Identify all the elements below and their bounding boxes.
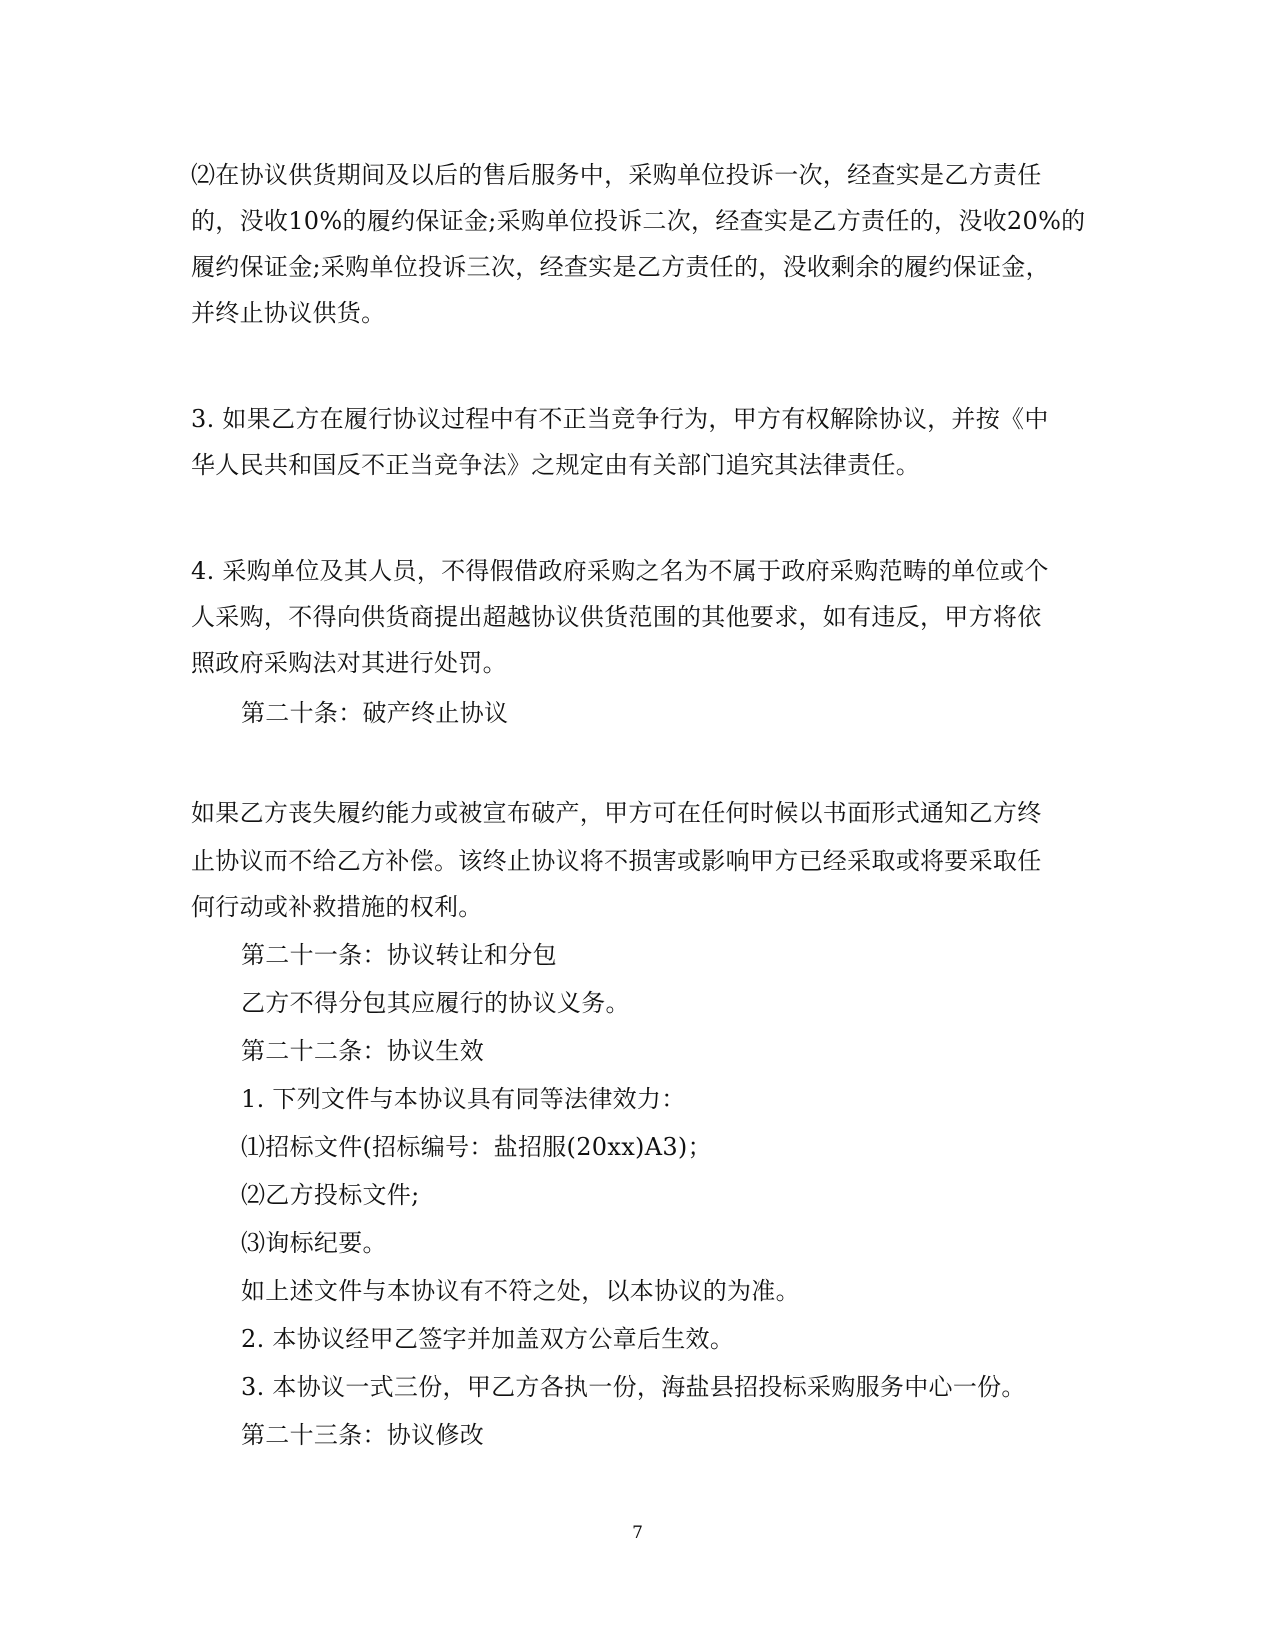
text-line: 照政府采购法对其进行处罚。 (191, 649, 507, 677)
text-line: 华人民共和国反不正当竞争法》之规定由有关部门追究其法律责任。 (191, 451, 920, 479)
text-line: ⑵在协议供货期间及以后的售后服务中，采购单位投诉一次，经查实是乙方责任 (191, 161, 1042, 189)
text-line: 3. 本协议一式三份，甲乙方各执一份，海盐县招投标采购服务中心一份。 (241, 1373, 1026, 1401)
text-line: 止协议而不给乙方补偿。该终止协议将不损害或影响甲方已经采取或将要采取任 (191, 847, 1042, 875)
text-line: 何行动或补救措施的权利。 (191, 893, 483, 921)
text-line: 履约保证金;采购单位投诉三次，经查实是乙方责任的，没收剩余的履约保证金， (191, 253, 1050, 281)
article-heading: 第二十三条：协议修改 (241, 1421, 484, 1449)
article-heading: 第二十一条：协议转让和分包 (241, 941, 557, 969)
page-number: 7 (632, 1523, 643, 1543)
text-line: 人采购，不得向供货商提出超越协议供货范围的其他要求，如有违反，甲方将依 (191, 603, 1042, 631)
text-line: 如上述文件与本协议有不符之处，以本协议的为准。 (241, 1277, 800, 1305)
text-line: ⑴招标文件(招标编号：盐招服(20xx)A3)； (241, 1133, 712, 1161)
text-line: 4. 采购单位及其人员，不得假借政府采购之名为不属于政府采购范畴的单位或个 (191, 557, 1049, 585)
text-line: 的，没收10%的履约保证金;采购单位投诉二次，经查实是乙方责任的，没收20%的 (191, 207, 1086, 235)
text-line: 3. 如果乙方在履行协议过程中有不正当竞争行为，甲方有权解除协议，并按《中 (191, 405, 1049, 433)
article-heading: 第二十二条：协议生效 (241, 1037, 484, 1065)
text-line: 乙方不得分包其应履行的协议义务。 (241, 989, 630, 1017)
text-line: 1. 下列文件与本协议具有同等法律效力： (241, 1085, 686, 1113)
text-line: 如果乙方丧失履约能力或被宣布破产，甲方可在任何时候以书面形式通知乙方终 (191, 799, 1042, 827)
text-line: ⑵乙方投标文件; (241, 1181, 420, 1209)
article-heading: 第二十条：破产终止协议 (241, 699, 509, 727)
text-line: ⑶询标纪要。 (241, 1229, 387, 1257)
text-line: 2. 本协议经甲乙签字并加盖双方公章后生效。 (241, 1325, 735, 1353)
text-line: 并终止协议供货。 (191, 299, 386, 327)
